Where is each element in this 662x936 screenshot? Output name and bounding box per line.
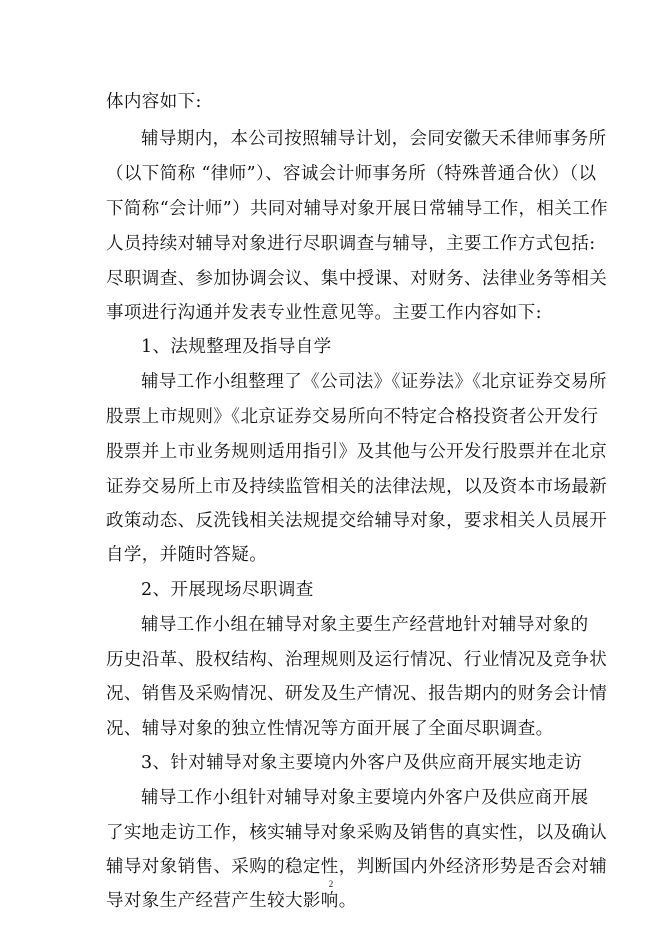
paragraph-line: 辅导工作小组在辅导对象主要生产经营地针对辅导对象的 <box>141 615 589 635</box>
section-heading: 2、开展现场尽职调查 <box>141 580 314 600</box>
paragraph-line: 自学，并随时答疑。 <box>106 545 268 565</box>
paragraph-line: 导对象生产经营产生较大影响。 <box>106 891 357 911</box>
page-number: 2 <box>328 879 334 889</box>
paragraph-line: 政策动态、反洗钱相关法规提交给辅导对象，要求相关人员展开 <box>106 511 608 531</box>
paragraph-line: 了实地走访工作，核实辅导对象采购及销售的真实性，以及确认 <box>106 823 608 843</box>
paragraph-line: 辅导工作小组针对辅导对象主要境内外客户及供应商开展 <box>141 788 589 808</box>
paragraph-line: 况、辅导对象的独立性情况等方面开展了全面尽职调查。 <box>106 719 554 739</box>
paragraph-line: 人员持续对辅导对象进行尽职调查与辅导，主要工作方式包括: <box>106 234 596 254</box>
paragraph-line: （以下简称 “律师”）、容诚会计师事务所（特殊普通合伙）（以 <box>106 164 597 184</box>
paragraph-line: 尽职调查、参加协调会议、集中授课、对财务、法律业务等相关 <box>106 269 608 289</box>
paragraph-line: 历史沿革、股权结构、治理规则及运行情况、行业情况及竞争状 <box>106 650 608 670</box>
paragraph-line: 况、销售及采购情况、研发及生产情况、报告期内的财务会计情 <box>106 684 608 704</box>
paragraph-line: 体内容如下: <box>106 92 202 112</box>
section-heading: 1、法规整理及指导自学 <box>141 337 332 357</box>
paragraph-line: 股票并上市业务规则适用指引》及其他与公开发行股票并在北京 <box>106 442 608 462</box>
paragraph-line: 证券交易所上市及持续监管相关的法律法规，以及资本市场最新 <box>106 477 608 497</box>
section-heading: 3、针对辅导对象主要境内外客户及供应商开展实地走访 <box>141 753 583 773</box>
paragraph-line: 辅导工作小组整理了《公司法》《证券法》《北京证券交易所 <box>141 372 607 392</box>
paragraph-line: 辅导期内，本公司按照辅导计划，会同安徽天禾律师事务所 <box>141 129 607 149</box>
paragraph-line: 下简称“会计师”）共同对辅导对象开展日常辅导工作，相关工作 <box>106 199 608 219</box>
paragraph-line: 事项进行沟通并发表专业性意见等。主要工作内容如下: <box>106 303 542 323</box>
paragraph-line: 辅导对象销售、采购的稳定性，判断国内外经济形势是否会对辅 <box>106 857 608 877</box>
paragraph-line: 股票上市规则》《北京证券交易所向不特定合格投资者公开发行 <box>106 407 599 427</box>
